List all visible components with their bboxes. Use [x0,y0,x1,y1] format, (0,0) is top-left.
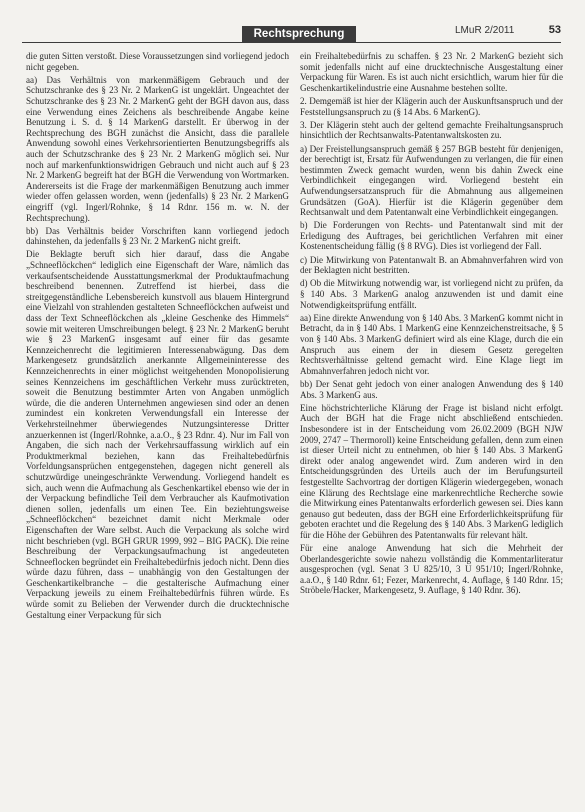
paragraph: a) Der Freistellungsanspruch gemäß § 257 BGB besteht für denjenigen, der berechtigt ist, Ersatz für Aufwendungen zu verlangen, die für einen bestimmten Zweck gemacht wurden, wenn bis dahin Zweck eine Verbindlichkeit eingegangen wird. Vorliegend besteht ein Aufwendungsersatzanspruch für die Abmahnung aus allgemeinen Grundsätzen (GoA). Hierfür ist die Klägerin gegenüber dem Rechtsanwalt und dem Patentanwalt eine Verbindlichkeit eingegangen. [300,143,563,218]
paragraph: aa) Eine direkte Anwendung von § 140 Abs. 3 MarkenG kommt nicht in Betracht, da in § 140 Abs. 1 MarkenG eine Kennzeichenstreitsache, § 5 von § 140 Abs. 3 MarkenG definiert wird als eine Klage, durch die ein Anspruch aus einem der in diesem Gesetz geregelten Rechtsverhältnisse geltend gemacht wird. Eine Klage liegt im Abmahnverfahren jedoch nicht vor. [300,312,563,376]
paragraph: bb) Das Verhältnis beider Vorschriften kann vorliegend jedoch dahinstehen, da jedenfalls § 23 Nr. 2 MarkenG nicht greift. [26,225,289,247]
paragraph: Eine höchstrichterliche Klärung der Frage ist bisland nicht erfolgt. Auch der BGH hat die Frage nicht abschließend entschieden. Insbesondere ist in der Entscheidung vom 26.02.2009 (BGH NJW 2009, 2747 – Thermoroll) keine Entscheidung gefallen, denn zum einen ist dieser Urteil nicht zu entnehmen, ob hier § 140 Abs. 3 MarkenG direkt oder analog angewendet wird. Zum anderen wird in den Entscheidungsgründen des Urteils auch der im Berufungsurteil festgestellte Sachvortrag der dortigen Klägerin wiedergegeben, wonach eine Klärung des Rechtslage eine markenrechtliche Recherche sowie die Mitwirkung eines Patentanwalts erforderlich gewesen sei. Dies kann genauso gut bedeuten, dass der BGH eine Erforderlichkeitsprüfung für geboten erachtet und die Regelung des § 140 Abs. 3 MarkenG lediglich für die Höhe der Gebühren des Patentanwalts für relevant hält. [300,402,563,540]
paragraph: ein Freihaltebedürfnis zu schaffen. § 23 Nr. 2 MarkenG bezieht sich somit jedenfalls nicht auf eine drucktechnische Ausgestaltung einer Verpackung für Waren. Es ist auch nicht ersichtlich, warum hier für die Geschenkartikelindustrie eine Ausnahme bestehen sollte. [300,51,563,93]
page-number: 53 [548,24,561,36]
issue-label: LMuR 2/2011 [455,25,515,36]
paragraph: b) Die Forderungen von Rechts- und Patentanwalt sind mit der Erledigung des Auftrages, bei gerichtlichen Verfahren mit einer Kostenentscheidung fällig (§ 8 RVG). Dies ist vorliegend der Fall. [300,220,563,252]
paragraph: die guten Sitten verstoßt. Diese Voraussetzungen sind vorliegend jedoch nicht gegeben. [26,51,289,72]
paragraph: bb) Der Senat geht jedoch von einer analogen Anwendung des § 140 Abs. 3 MarkenG aus. [300,378,563,400]
paragraph: c) Die Mitwirkung von Patentanwalt B. an Abmahnverfahren wird von der Beklagten nicht bestritten. [300,254,563,276]
paragraph: d) Ob die Mitwirkung notwendig war, ist vorliegend nicht zu prüfen, da § 140 Abs. 3 MarkenG analog anzuwenden ist und damit eine Notwendigkeitsprüfung entfällt. [300,278,563,310]
section-header: Rechtsprechung [242,26,356,42]
paragraph: Für eine analoge Anwendung hat sich die Mehrheit der Oberlandesgerichte sowie nahezu vollständig die Kommentarliteratur ausgesprochen (vgl. Senat 3 U 825/10, 3 U 951/10; Ingerl/Rohnke, a.a.O., § 140 Rdnr. 61; Fezer, Markenrecht, 4. Auflage, § 140 Rdnr. 15; Ströbele/Hacker, Markengesetz, 9. Auflage, § 140 Rdnr. 36). [300,543,563,596]
paragraph: 2. Demgemäß ist hier der Klägerin auch der Auskunftsanspruch und der Feststellungsanspruch zu (§ 14 Abs. 6 MarkenG). [300,95,563,117]
paragraph: Die Beklagte beruft sich hier darauf, dass die Angabe „Schneeflöckchen“ lediglich eine Eigenschaft der Ware, nämlich das verkaufsentscheidende Ausstattungsmerkmal der Produktaufmachung beschreibend benennen. Zutreffend ist hierbei, dass die streitgegenständliche Lebensbereich kunstvoll aus blauem Hintergrund eine Vielzahl von strahlenden gestalteten Schneeflöckchen aufweist und dass der Text Schneeflöckchen als „kleine Geschenke des Himmels“ sowie mit weiteren Umschreibungen belegt. § 23 Nr. 2 MarkenG beruht wie § 23 MarkenG insgesamt auf einer für das gesamte Kennzeichenrecht die legitimieren Interessenabwägung. Das dem Markengesetz grundsätzlich anerkannte Allgemeininteresse des Kennzeichenrechts in einer möglichst weitgehenden Monopolisierung seines Kennzeichens im geschäftlichen Verkehr muss zurücktreten, soweit die Benutzung bestimmter Arten von Angaben unmöglich würde, die die anderen Unternehmen angewiesen sind oder an denen zumindest ein konkreten Verwendungsfall ein Interesse der Verkehrsteilnehmer überwiegendes Nutzungsinteresse Dritter anzuerkennen ist (Ingerl/Rohnke, a.a.O., § 23 Rdnr. 4). Nur im Fall von Angaben, die sich nach der Verkehrsauffassung wirklich auf ein Produktmerkmal beziehen, kann das Freihaltebedürfnis Vorfeldungsansprüchen entgegenstehen, dagegen nicht generell als schutzwürdige uneingeschränkte Verwendung. Vorliegend handelt es sich, auch wenn die Aufmachung als Geschenkartikel ebenso wie der in der Verpackung befindliche Teil dem Verbraucher als Kaufmotivation dienen sollen, jedenfalls um einen Tee. Ein beziehtungsweise „Schneeflöckchen“ bezeichnet damit nicht Merkmale oder Eigenschaften der Ware selbst. Auch die Verpackung als solche wird nicht beschrieben (vgl. BGH GRUR 1999, 992 – BIG PACK). Die reine Beschreibung der Verpackungsaufmachung ist angedeuteten Schneeflocken begründet ein Freihaltebedürfnis jedoch nicht. Denn dies würde dazu führen, dass – unabhängig von den Gestaltungen der Geschenkartikelbranche – die gestalterische Aufmachung einer Verpackung jeweils zu einem Freihaltebedürfnis führen würde. Es würde somit zu Belieben der Verwender durch die drucktechnische Gestaltung einer Verpackung für sich [26,249,289,620]
left-column [26,51,289,623]
paragraph: aa) Das Verhältnis von markenmäßigem Gebrauch und der Schutzschranke des § 23 Nr. 2 MarkenG ist ungeklärt. Ungeachtet der Schutzschranke des § 23 Nr. 2 MarkenG geht der BGH davon aus, dass eine Verwendung eines Zeichens als beschreibende Angabe keine Benutzung i. S. d. § 14 MarkenG darstellt. Er überwog in der Rechtsprechung des BGH zunächst die Ansicht, dass die parallele Anwendung sowohl eines Verkehrsorientierten Benutzungsbegriffs als auch der Schutzschranke des § 23 Nr. 2 MarkenG möglich sei. Nur noch auf markenfunktionswidrigen Gebrauch und nicht auch auf § 23 Nr. 2 MarkenG begreift hat der BGH die Verwendung von Wortmarken. Andererseits ist die Frage der markenmäßigen Benutzung auch immer wieder offen gelassen worden, wenn (jedenfalls) § 23 Nr. 2 MarkenG eingriff (vgl. Ingerl/Rohnke, § 14 Rdnr. 156 m. w. N. der Rechtsprechung). [26,74,289,223]
paragraph: 3. Der Klägerin steht auch der geltend gemachte Freihaltungsanspruch hinsichtlich der Rechtsanwalts-Patentanwaltskosten zu. [300,119,563,141]
header-rule [22,42,561,43]
right-column [300,51,563,599]
